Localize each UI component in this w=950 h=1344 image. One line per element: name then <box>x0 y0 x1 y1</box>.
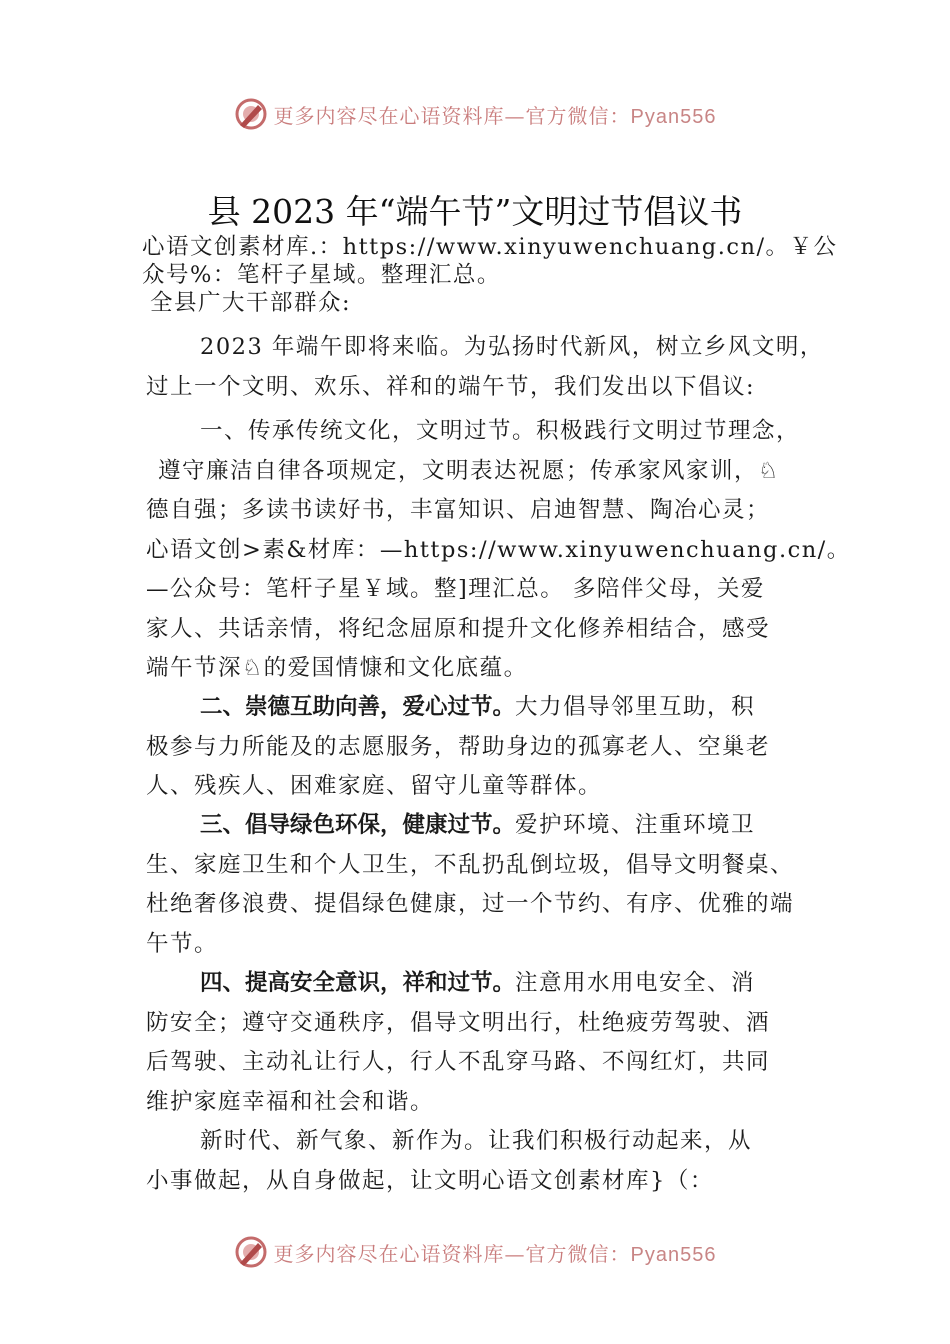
footer-banner <box>0 1232 950 1272</box>
item-4-paragraph: 四、提高安全意识，祥和过节。注意用水用电安全、消 防安全；遵守交通秩序，倡导文明出行，杜绝疲劳驾驶、酒 后驾驶、主动礼让行人，行人不乱穿马路、不闯红灯，共同 维护家庭幸福和社会和谐。 <box>146 970 771 1115</box>
item-4-heading: 四、提高安全意识，祥和过节。 <box>200 970 516 996</box>
header-banner <box>0 94 950 134</box>
item-1-paragraph: 一、传承传统文化，文明过节。积极践行文明过节理念， 遵守廉洁自律各项规定，文明表达祝愿；传承家风家训，♘ 德自强；多读书读好书，丰富知识、启迪智慧、陶冶心灵； 心语文创>素&材库：—https://www.xinyuwenchuang.cn/。 —公众号：笔杆子星￥域。整]理汇总。 多陪伴父母，关爱 家人、共话亲情，将纪念屈原和提升文化修养相结合，感受 端午节深♘的爱国情慷和文化底蕴。 <box>146 418 851 681</box>
item-3-paragraph: 三、倡导绿色环保，健康过节。爱护环境、注重环境卫 生、家庭卫生和个人卫生，不乱扔乱倒垃圾，倡导文明餐桌、 杜绝奢侈浪费、提倡绿色健康，过一个节约、有序、优雅的端 午节。 <box>146 812 795 957</box>
banner-text: 更多内容尽在心语资料库—官方微信：Pyan556 <box>273 103 717 128</box>
item-2-paragraph: 二、崇德互助向善，爱心过节。大力倡导邻里互助，积 极参与力所能及的志愿服务，帮助身边的孤寡老人、空巢老 人、残疾人、困难家庭、留守儿童等群体。 <box>146 694 771 799</box>
closing-paragraph: 新时代、新气象、新作为。让我们积极行动起来，从 小事做起，从自身做起，让文明心语文创素材库}（： <box>146 1128 753 1194</box>
document-title: 县 2023 年“端午节”文明过节倡议书 <box>207 192 743 231</box>
item-2-heading: 二、崇德互助向善，爱心过节。 <box>200 694 516 720</box>
brush-logo-icon <box>234 1235 268 1269</box>
banner-text: 更多内容尽在心语资料库—官方微信：Pyan556 <box>273 1241 717 1266</box>
brush-logo-icon <box>234 97 268 131</box>
item-3-heading: 三、倡导绿色环保，健康过节。 <box>200 812 516 838</box>
salutation: 全县广大干部群众: <box>150 290 352 316</box>
intro-paragraph: 2023 年端午即将来临。为弘扬时代新风，树立乡风文明， 过上一个文明、欢乐、祥和的端午节，我们发出以下倡议: <box>146 334 824 400</box>
source-note: 心语文创素材库.：https://www.xinyuwenchuang.cn/。￥公 众号%：笔杆子星域。整理汇总。 <box>142 234 838 288</box>
